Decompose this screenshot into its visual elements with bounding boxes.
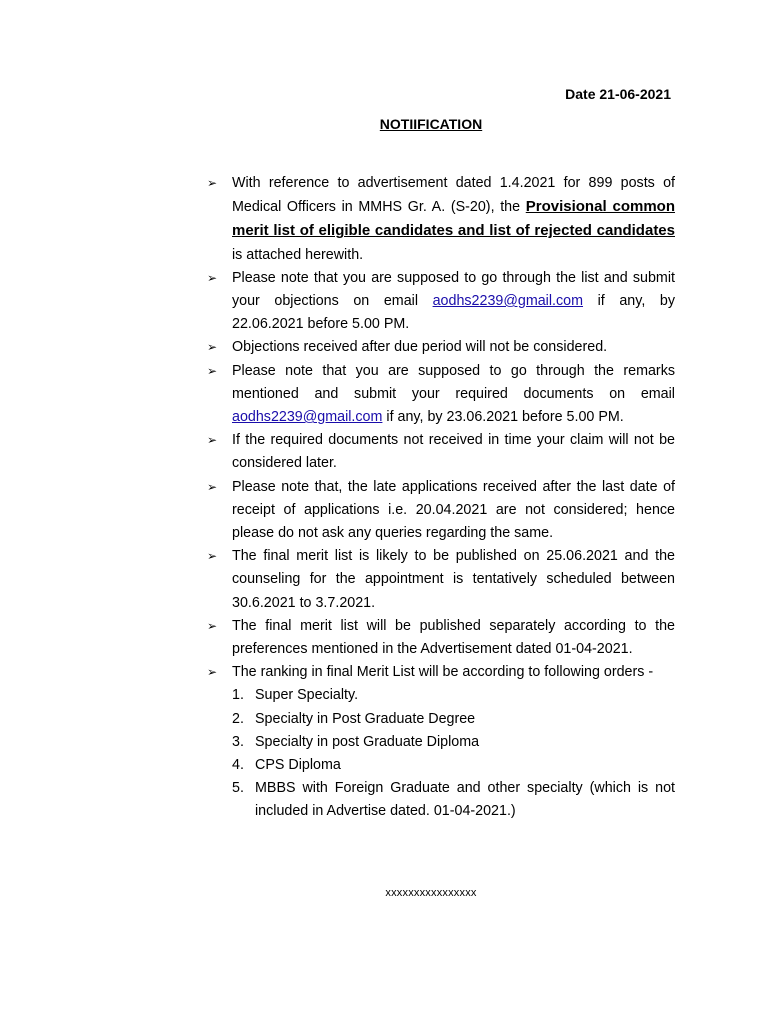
- bullet-item-objections-email: [207, 267, 675, 337]
- email-link[interactable]: aodhs2239@gmail.com: [232, 409, 383, 426]
- end-of-notice-marker: xxxxxxxxxxxxxxxx: [385, 887, 477, 899]
- bullet-text: Objections received after due period will not be considered.: [232, 339, 608, 356]
- arrowhead-bullet-icon: ➢: [207, 363, 218, 378]
- bullet-text: If the required documents not received in time your claim will not be considered later.: [232, 432, 675, 472]
- notice-bullet-list: [207, 172, 675, 684]
- bullet-item-final-merit-preferences: [207, 615, 675, 661]
- arrowhead-bullet-icon: ➢: [207, 176, 218, 190]
- ranking-order-number: 4.: [232, 757, 244, 774]
- ranking-order-item: [232, 731, 675, 754]
- ranking-order-number: 3.: [232, 733, 244, 750]
- bullet-item-late-applications: [207, 476, 675, 546]
- provisional-merit-list-emphasis: Provisional common merit list of eligible candidates and list of rejected candidates: [232, 198, 675, 240]
- bullet-item-merit-list: [207, 172, 675, 267]
- ranking-order-item: [232, 684, 675, 707]
- ranking-order-item: [232, 708, 675, 731]
- bullet-text: With reference to advertisement dated 1.4.2021 for 899 posts of Medical Officers in MMHS Gr. A. (S-20), the: [232, 175, 675, 216]
- notification-body: [207, 172, 675, 824]
- arrowhead-bullet-icon: ➢: [207, 479, 218, 494]
- bullet-item-final-merit-date: [207, 545, 675, 615]
- arrowhead-bullet-icon: ➢: [207, 270, 218, 285]
- arrowhead-bullet-icon: ➢: [207, 665, 218, 680]
- bullet-item-documents-email: [207, 360, 675, 430]
- email-link[interactable]: aodhs2239@gmail.com: [432, 293, 584, 310]
- ranking-order-item: [232, 777, 675, 823]
- ranking-order-text: Super Specialty.: [255, 687, 359, 704]
- bullet-text: The ranking in final Merit List will be according to following orders -: [232, 664, 654, 681]
- notification-date: Date 21-06-2021: [565, 86, 671, 102]
- bullet-text: if any, by 22.06.2021 before 5.00 PM.: [232, 293, 675, 333]
- bullet-text: Please note that you are supposed to go through the remarks mentioned and submit your required documents on email: [232, 362, 675, 402]
- bullet-item-documents-late: [207, 429, 675, 475]
- ranking-order-item: [232, 754, 675, 777]
- ranking-order-list: [207, 684, 675, 823]
- bullet-text: if any, by 23.06.2021 before 5.00 PM.: [382, 409, 624, 426]
- arrowhead-bullet-icon: ➢: [207, 618, 218, 633]
- arrowhead-bullet-icon: ➢: [207, 433, 218, 448]
- ranking-order-text: CPS Diploma: [255, 757, 341, 774]
- bullet-text: Please note that you are supposed to go through the list and submit your objections on email: [232, 269, 675, 310]
- bullet-text: The final merit list will be published separately according to the preferences mentioned in the Advertisement dated 01-04-2021.: [232, 617, 675, 658]
- ranking-order-text: Specialty in Post Graduate Degree: [255, 710, 476, 727]
- ranking-order-text: Specialty in post Graduate Diploma: [255, 733, 480, 750]
- bullet-text: Please note that, the late applications received after the last date of receipt of applications i.e. 20.04.2021 are not considered; hence please do not ask any queries regarding the same.: [232, 478, 675, 542]
- ranking-order-number: 5.: [232, 780, 244, 797]
- ranking-order-number: 1.: [232, 687, 244, 704]
- arrowhead-bullet-icon: ➢: [207, 340, 218, 355]
- bullet-text: is attached herewith.: [232, 246, 364, 263]
- ranking-order-text: MBBS with Foreign Graduate and other specialty (which is not included in Advertise dated. 01-04-2021.): [255, 780, 675, 820]
- bullet-text: The final merit list is likely to be published on 25.06.2021 and the counseling for the appointment is tentatively scheduled between 30.6.2021 to 3.7.2021.: [232, 548, 675, 611]
- arrowhead-bullet-icon: ➢: [207, 549, 218, 564]
- bullet-item-ranking: [207, 661, 675, 684]
- ranking-order-number: 2.: [232, 710, 244, 727]
- bullet-item-late-objections: [207, 336, 675, 359]
- notification-title: NOTIIFICATION: [379, 116, 483, 132]
